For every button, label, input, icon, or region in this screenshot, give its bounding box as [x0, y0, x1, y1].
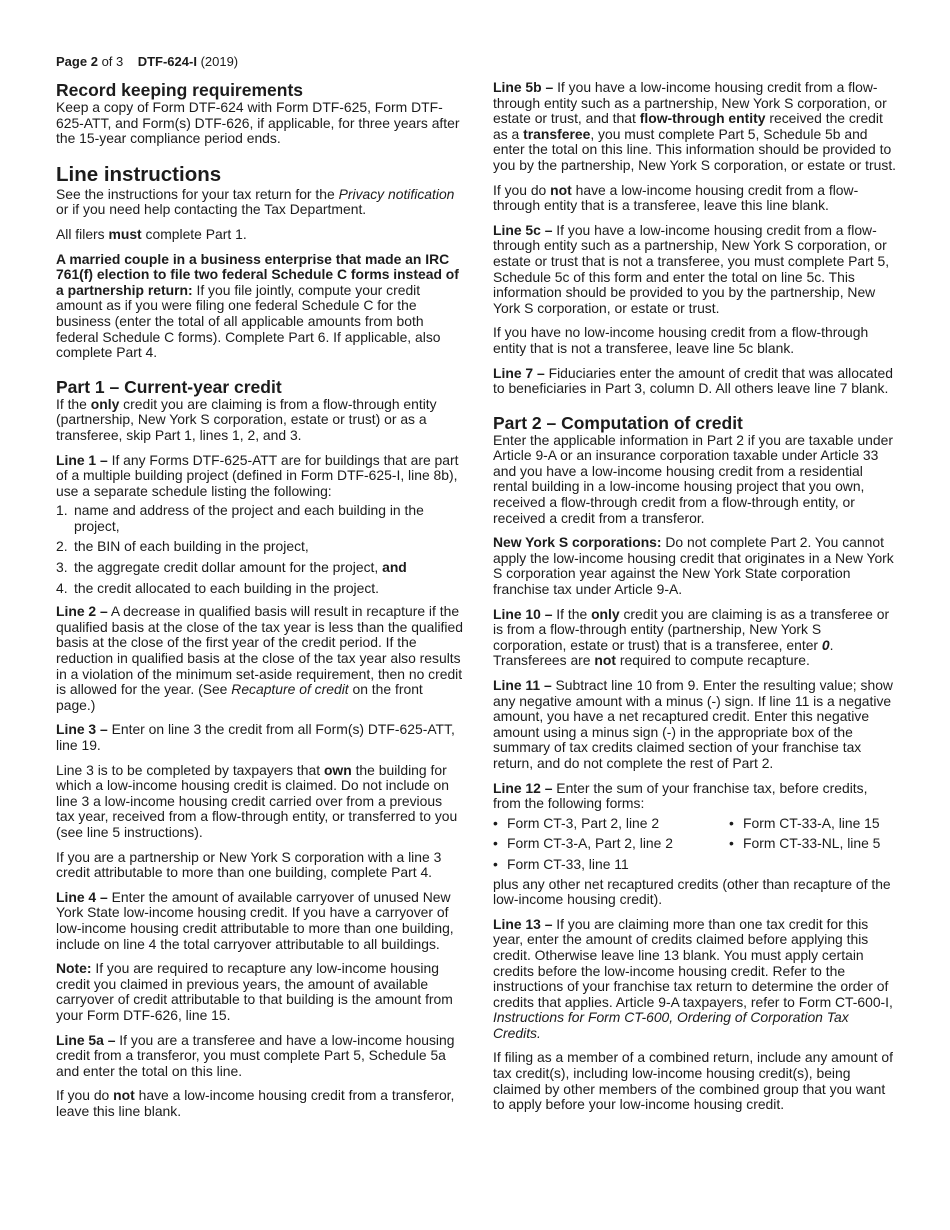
line-instructions-heading: Line instructions: [56, 162, 222, 186]
list-item: • Form CT-33-A, line 15: [729, 816, 899, 832]
line7-paragraph: Line 7 – Fiduciaries enter the amount of credit that was allocated to beneficiaries in Part 3, column D. All others leave line 7 blank.: [493, 364, 893, 397]
all-filers-paragraph: All filers must complete Part 1.: [56, 225, 247, 242]
line12-after-paragraph: plus any other net recaptured credits (other than recapture of the low-income housing credit).: [493, 875, 891, 908]
line3-paragraph: Line 3 – Enter on line 3 the credit from all Form(s) DTF-625-ATT, line 19.: [56, 721, 455, 753]
line11-paragraph: Line 11 – Subtract line 10 from 9. Enter the resulting value; show any negative amount with a minus (-) sign. If line 11 is a negative amount, you have a net recaptured credit. Enter this negative amount using a minus sign (-) in the appropriate box of the summary of tax credits claimed section of your franchise tax return, and do not complete the rest of Part 2.: [493, 677, 893, 771]
list-item: • Form CT-33, line 11: [493, 857, 729, 873]
line5b-blank-paragraph: If you do not have a low-income housing credit from a flow-through entity that is a transferee, leave this line blank.: [493, 181, 859, 214]
right-column: [493, 80, 897, 1122]
list-item: 4. the credit allocated to each building in the project.: [56, 579, 380, 596]
part2-heading: Part 2 – Computation of credit: [493, 412, 743, 433]
forms-list: [493, 816, 897, 873]
part2-intro: Enter the applicable information in Part 2 if you are taxable under Article 9-A or an insurance corporation taxable under Article 33 and you have a low-income housing credit from a residential rental building in a low-income housing project that you own, received a flow-through credit from a flow-through entity, or received a credit from a transferor.: [493, 431, 893, 526]
line2-paragraph: Line 2 – A decrease in qualified basis will result in recapture if the qualified basis at the close of the tax year is less than the qualified basis at the close of the first year of the credit period. If the reduction in qualified basis at the close of the tax year also results in a violation of the minimum set-aside requirement, then no credit is allowed for the year. (See Recapture of credit on the front page.): [56, 603, 463, 713]
page-word: Page: [56, 54, 88, 69]
line5a-blank-paragraph: If you do not have a low-income housing credit from a transferor, leave this line blank.: [56, 1087, 455, 1119]
note-paragraph: Note: If you are required to recapture any low-income housing credit you claimed in previous years, the amount of available carryover of credit attributable to that building is the amount from your Form DTF-626, line 15.: [56, 960, 453, 1023]
part1-heading: Part 1 – Current-year credit: [56, 376, 282, 397]
line13-paragraph: Line 13 – If you are claiming more than one tax credit for this year, enter the amount of credits claimed before applying this credit. Otherwise leave line 13 blank. You must apply certain credits before the low-income housing credit. Refer to the instructions of your franchise tax return to determine the order of credits that applies. Article 9-A taxpayers, refer to Form CT-600-I, Instructions for Form CT-600, Ordering of Corporation Tax Credits.: [493, 915, 893, 1041]
line5c-blank-paragraph: If you have no low-income housing credit from a flow-through entity that is not a transferee, leave line 5c blank.: [493, 324, 869, 356]
record-keeping-heading: Record keeping requirements: [56, 80, 304, 100]
line5a-paragraph: Line 5a – If you are a transferee and have a low-income housing credit from a transferor, you must complete Part 5, Schedule 5a and enter the total on this line.: [56, 1031, 455, 1079]
line3-partnership-paragraph: If you are a partnership or New York S corporation with a line 3 credit attributable to more than one building, complete Part 4.: [56, 848, 442, 881]
line5b-paragraph: Line 5b – If you have a low-income housing credit from a flow-through entity such as a partnership, New York S corporation, or estate or trust, and that flow-through entity received the credit as a transferee, you must complete Part 5, Schedule 5b and enter the total on this line. This information should be provided to you by the partnership, New York S corporation, or estate or trust.: [493, 79, 897, 173]
form-year: (2019): [200, 54, 239, 69]
list-item: • Form CT-33-NL, line 5: [729, 836, 899, 852]
list-item: 1. name and address of the project and each building in the project,: [56, 502, 424, 534]
nys-corporations-paragraph: New York S corporations: Do not complete Part 2. You cannot apply the low-income housing credit that originates in a New York S corporation year against the New York State corporation franchise tax under Article 9-A.: [493, 534, 894, 598]
page-header: [56, 54, 238, 70]
list-item: 3. the aggregate credit dollar amount for the project, and: [56, 559, 407, 576]
line4-paragraph: Line 4 – Enter the amount of available carryover of unused New York State low-income housing credit. If you have a carryover of low-income housing credit attributable to more than one building, include on line 4 the total carryover attributable to all buildings.: [56, 888, 454, 952]
left-column: [56, 80, 464, 1128]
page-total: of 3: [101, 54, 124, 69]
line1-paragraph: Line 1 – If any Forms DTF-625-ATT are for buildings that are part of a multiple building project (defined in Form DTF-625-I, line 8b), use a separate schedule listing the following:: [56, 451, 459, 499]
combined-return-paragraph: If filing as a member of a combined return, include any amount of tax credit(s), including low-income housing credit(s), being claimed by other members of the combined group that you want to apply before your low-income housing credit.: [493, 1049, 893, 1113]
line10-paragraph: Line 10 – If the only credit you are claiming is as a transferee or is from a flow-through entity (partnership, New York S corporation, estate or trust) that is a transferee, enter 0. Transferees are not required to compute recapture.: [493, 605, 890, 669]
form-id: DTF-624-I: [137, 54, 197, 69]
list-item: • Form CT-3-A, Part 2, line 2: [493, 836, 729, 852]
married-couple-paragraph: A married couple in a business enterprise that made an IRC 761(f) election to file two federal Schedule C forms instead of a partnership return: If you file jointly, compute your credit amount as if you were filing one federal Schedule C for the business (enter the total of all applicable amounts from both federal Schedule C forms). Complete Part 6. If applicable, also complete Part 4.: [56, 250, 459, 361]
record-keeping-text: Keep a copy of Form DTF-624 with Form DTF-625, Form DTF-625-ATT, and Form(s) DTF-626, if applicable, for three years after the 15-year compliance period ends.: [56, 99, 460, 147]
list-item: 2. the BIN of each building in the project,: [56, 538, 309, 555]
page-number: 2: [90, 54, 98, 69]
list-item: • Form CT-3, Part 2, line 2: [493, 816, 729, 832]
line5c-paragraph: Line 5c – If you have a low-income housing credit from a flow-through entity such as a partnership, New York S corporation, or estate or trust that is not a transferee, you must complete Part 5, Schedule 5c of this form and enter the total on line 5c. This information should be provided to you by the partnership, New York S corporation, or estate or trust.: [493, 221, 890, 316]
line1-list: [56, 503, 464, 596]
part1-intro: If the only credit you are claiming is from a flow-through entity (partnership, New York S corporation, estate or trust) or as a transferee, skip Part 1, lines 1, 2, and 3.: [56, 395, 437, 443]
privacy-paragraph: See the instructions for your tax return for the Privacy notification or if you need help contacting the Tax Department.: [56, 185, 455, 218]
line3-own-paragraph: Line 3 is to be completed by taxpayers that own the building for which a low-income housing credit is claimed. Do not include on line 3 a low-income housing credit carried over from a previous tax year, received from a flow-through entity, or transferred to you (see line 5 instructions).: [56, 761, 458, 840]
line12-paragraph: Line 12 – Enter the sum of your franchise tax, before credits, from the following forms:: [493, 779, 868, 812]
